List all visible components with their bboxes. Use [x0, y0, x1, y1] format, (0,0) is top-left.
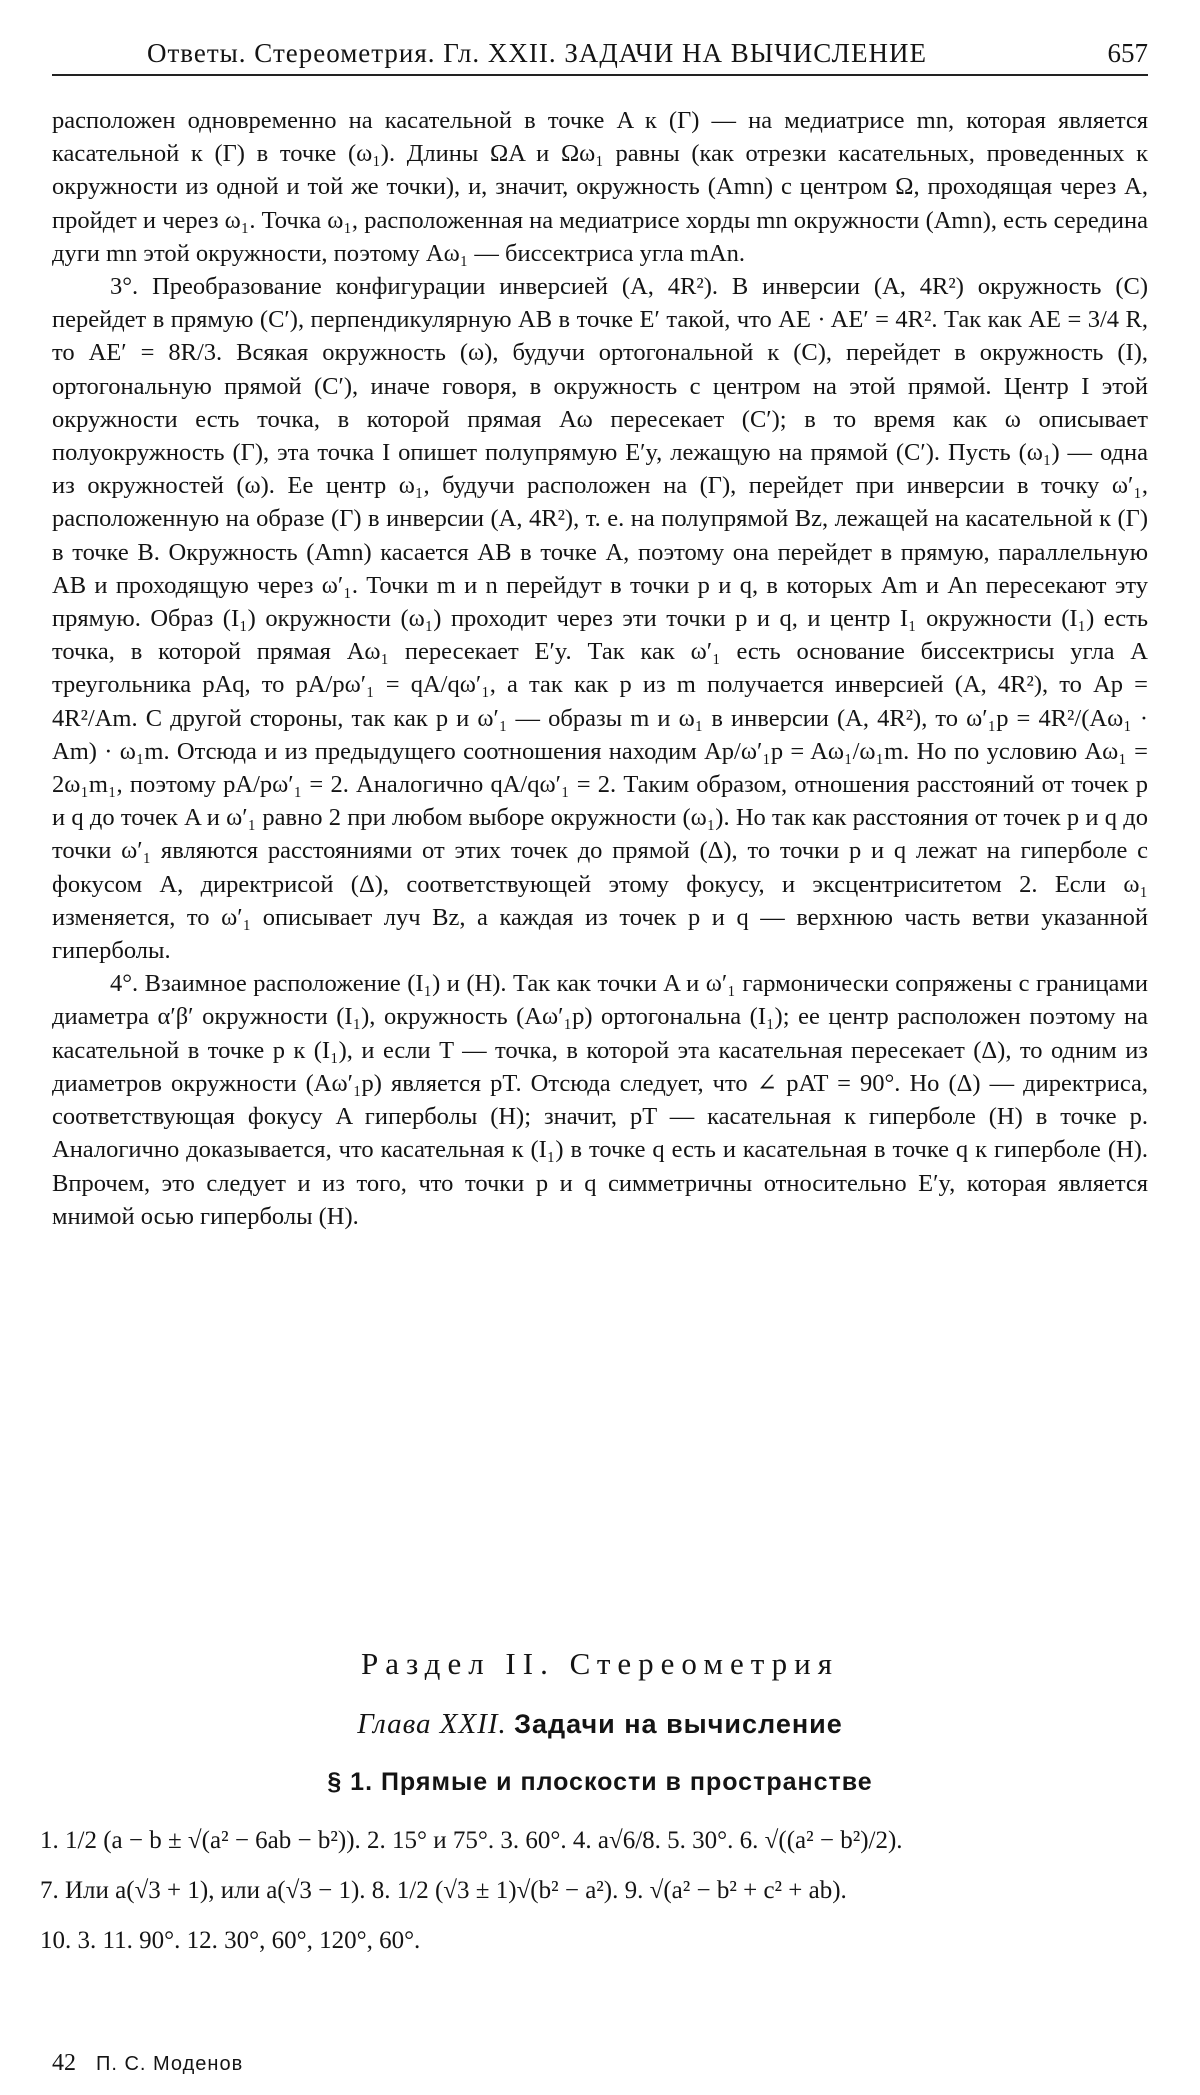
- paragraph-step-4: 4°. Взаимное расположение (I₁) и (H). Так как точки A и ω′₁ гармонически сопряжены с границами диаметра α′β′ окружности (I₁), окружность (Aω′₁p) ортогональна (I₁); ее центр расположен поэтому на касательной в точке p к (I₁), и если T — точка, в которой эта касательная пересекает (Δ), то одним из диаметров окружности (Aω′₁p) является pT. Отсюда следует, что ∠ pAT = 90°. Но (Δ) — директриса, соответствующая фокусу A гиперболы (H); значит, pT — касательная к гиперболе (H) в точке p. Аналогично доказывается, что касательная к (I₁) в точке q есть и касательная в точке q к гиперболе (H). Впрочем, это следует и из того, что точки p и q симметричны относительно E′y, которая является мнимой осью гиперболы (H).: [52, 970, 1148, 1230]
- running-header: [52, 34, 1148, 76]
- answers-line: 10. 3. 11. 90°. 12. 30°, 60°, 120°, 60°.: [40, 1927, 421, 1954]
- answers-line: 7. Или a(√3 + 1), или a(√3 − 1). 8. 1/2 (√3 ± 1)√(b² − a²). 9. √(a² − b² + c² + ab).: [40, 1877, 847, 1904]
- main-text: [52, 104, 1148, 1233]
- signature-author: П. С. Моденов: [96, 2053, 244, 2075]
- page-number: 657: [1107, 38, 1148, 68]
- paragraph-step-3: 3°. Преобразование конфигурации инверсией (A, 4R²). В инверсии (A, 4R²) окружность (C) перейдет в прямую (C′), перпендикулярную AB в точке E′ такой, что AE · AE′ = 4R². Так как AE = 3/4 R, то AE′ = 8R/3. Всякая окружность (ω), будучи ортогональной к (C), перейдет в окружность (I), ортогональную прямой (C′), иначе говоря, в окружность с центром на этой прямой. Центр I этой окружности есть точка, в которой прямая Aω пересекает (C′); в то время как ω описывает полуокружность (Г), эта точка I опишет полупрямую E′y, лежащую на прямой (C′). Пусть (ω₁) — одна из окружностей (ω). Ее центр ω₁, будучи расположен на (Г), перейдет при инверсии в точку ω′₁, расположенную на образе (Г) в инверсии (A, 4R²), т. е. на полупрямой Bz, лежащей на касательной к (Г) в точке B. Окружность (Amn) касается AB в точке A, поэтому она перейдет в прямую, параллельную AB и проходящую через ω′₁. Точки m и n перейдут в точки p и q, в которых Am и An пересекают эту прямую. Образ (I₁) окружности (ω₁) проходит через эти точки p и q, и центр I₁ окружности (I₁) есть точка, в которой прямая Aω₁ пересекает E′y. Так как ω′₁ есть основание биссектрисы угла A треугольника pAq, то pA/pω′₁ = qA/qω′₁, а так как p из m получается инверсией (A, 4R²), то Ap = 4R²/Am. С другой стороны, так как p и ω′₁ — образы m и ω₁ в инверсии (A, 4R²), то ω′₁p = 4R²/(Aω₁ · Am) · ω₁m. Отсюда и из предыдущего соотношения находим Ap/ω′₁p = Aω₁/ω₁m. Но по условию Aω₁ = 2ω₁m₁, поэтому pA/pω′₁ = 2. Аналогично qA/qω′₁ = 2. Таким образом, отношения расстояний от точек p и q до точек A и ω′₁ равно 2 при любом выборе окружности (ω₁). Но так как расстояния от точек p и q до точки ω′₁ являются расстояниями от этих точек до прямой (Δ), то точки p и q лежат на гиперболе с фокусом A, директрисой (Δ), соответствующей этому фокусу, и эксцентриситетом 2. Если ω₁ изменяется, то ω′₁ описывает луч Bz, а каждая из точек p и q — верхнюю часть ветви указанной гиперболы.: [52, 273, 1148, 965]
- chapter-number: Глава XXII.: [357, 1708, 507, 1740]
- header-title: Ответы. Стереометрия. Гл. XXII. ЗАДАЧИ НА ВЫЧИСЛЕНИЕ: [147, 38, 927, 68]
- chapter-heading: [0, 1708, 1200, 1741]
- paragraph-continuation: расположен одновременно на касательной в точке A к (Г) — на медиатрисе mn, которая является касательной к (Г) в точке (ω₁). Длины ΩA и Ωω₁ равны (как отрезки касательных, проведенных к окружности из одной и той же точки), и, значит, окружность (Amn) с центром Ω, проходящая через A, пройдет и через ω₁. Точка ω₁, расположенная на медиатрисе хорды mn окружности (Amn), есть середина дуги mn этой окружности, поэтому Aω₁ — биссектриса угла mAn.: [52, 107, 1148, 267]
- signature-footer: [52, 2050, 243, 2077]
- signature-number: 42: [52, 2050, 76, 2076]
- answers-list: [40, 1816, 1150, 1966]
- section-heading: § 1. Прямые и плоскости в пространстве: [327, 1768, 873, 1796]
- part-heading: Раздел II. Стереометрия: [361, 1646, 839, 1681]
- chapter-title: Задачи на вычисление: [514, 1709, 843, 1739]
- answers-line: 1. 1/2 (a − b ± √(a² − 6ab − b²)). 2. 15° и 75°. 3. 60°. 4. a√6/8. 5. 30°. 6. √((a² − b²)/2).: [40, 1827, 903, 1854]
